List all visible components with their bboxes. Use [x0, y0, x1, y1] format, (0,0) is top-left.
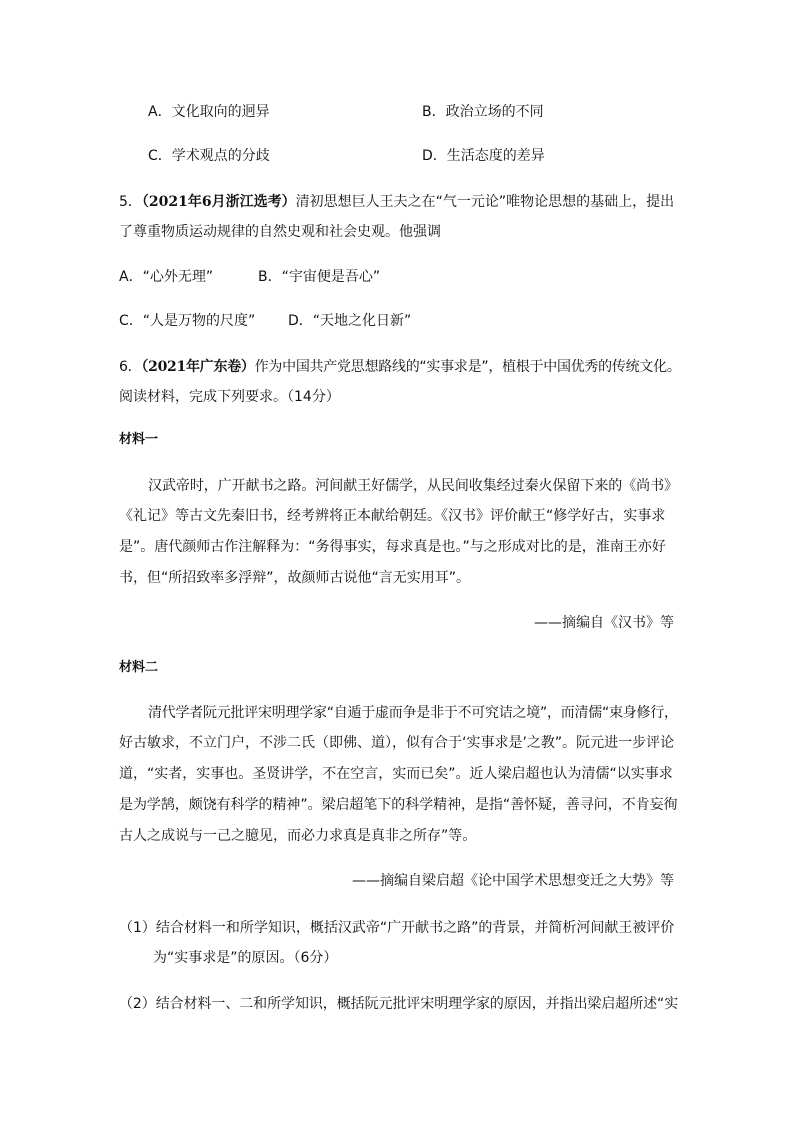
sub-question-1-line-1: （1）结合材料一和所学知识，概括汉武帝“广开献书之路”的背景，并简析河间献王被评价	[119, 920, 675, 936]
q5-stem-text: 清初思想巨人王夫之在“气一元论”唯物论思想的基础上，提出	[295, 194, 675, 210]
q5-option-b: B．“宇宙便是吾心”	[258, 269, 381, 285]
q6-number: 6．	[119, 359, 142, 375]
q6-stem-line-2: 阅读材料，完成下列要求。（14分）	[119, 389, 340, 405]
sub-question-2-line-1: （2）结合材料一、二和所学知识，概括阮元批评宋明理学家的原因，并指出梁启超所述“实	[119, 996, 679, 1012]
q5-stem-line-2: 了尊重物质运动规律的自然史观和社会史观。他强调	[119, 224, 441, 240]
q5-source: （2021年6月浙江选考）	[141, 194, 296, 210]
q5-stem-line-1	[119, 192, 674, 212]
q4-option-a: A．文化取向的迥异	[148, 104, 270, 120]
material-1-source: ——摘编自《汉书》等	[534, 615, 674, 631]
material-1-line-1: 汉武帝时，广开献书之路。河间献王好儒学，从民间收集经过秦火保留下来的《尚书》	[148, 478, 678, 494]
q5-option-d: D．“天地之化日新”	[288, 313, 412, 329]
material-2-source: ——摘编自梁启超《论中国学术思想变迁之大势》等	[352, 873, 674, 889]
material-1-line-2: 《礼记》等古文先秦旧书，经考辨将正本献给朝廷。《汉书》评价献王“修学好古，实事求	[119, 508, 666, 524]
q6-stem-text: 作为中国共产党思想路线的“实事求是”，植根于中国优秀的传统文化。	[254, 359, 681, 375]
q6-stem-line-1	[119, 357, 681, 377]
q6-source: （2021年广东卷）	[141, 359, 255, 375]
q4-option-b: B．政治立场的不同	[422, 104, 544, 120]
q4-option-c: C．学术观点的分歧	[148, 148, 270, 164]
material-2-line-1: 清代学者阮元批评宋明理学家“自遁于虚而争是非于不可究诘之境”，而清儒“束身修行，	[148, 705, 678, 721]
q4-option-d: D．生活态度的差异	[422, 148, 545, 164]
material-2-line-2: 好古敏求，不立门户，不涉二氏（即佛、道），似有合于‘实事求是’之教”。阮元进一步评论	[119, 735, 675, 751]
material-1-line-3: 是”。唐代颜师古作注解释为：“务得事实，每求真是也。”与之形成对比的是，淮南王亦好	[119, 539, 666, 555]
q5-option-c: C．“人是万物的尺度”	[119, 313, 256, 329]
material-2-line-4: 是为学鹄，颇饶有科学的精神”。梁启超笔下的科学精神，是指“善怀疑，善寻问，不肯妄徇	[119, 797, 678, 813]
sub-question-1-line-2: 为“实事求是”的原因。（6分）	[153, 950, 338, 966]
material-1-line-4: 书，但“所招致率多浮辩”，故颜师古说他“言无实用耳”。	[119, 570, 471, 586]
material-1-title: 材料一	[119, 432, 159, 447]
material-2-title: 材料二	[119, 660, 159, 675]
material-2-line-5: 古人之成说与一己之臆见，而必力求真是真非之所存”等。	[119, 828, 477, 844]
q5-number: 5．	[119, 194, 142, 210]
material-2-line-3: 道，“实者，实事也。圣贤讲学，不在空言，实而已矣”。近人梁启超也认为清儒“以实事求	[119, 766, 673, 782]
q5-option-a: A．“心外无理”	[119, 269, 214, 285]
